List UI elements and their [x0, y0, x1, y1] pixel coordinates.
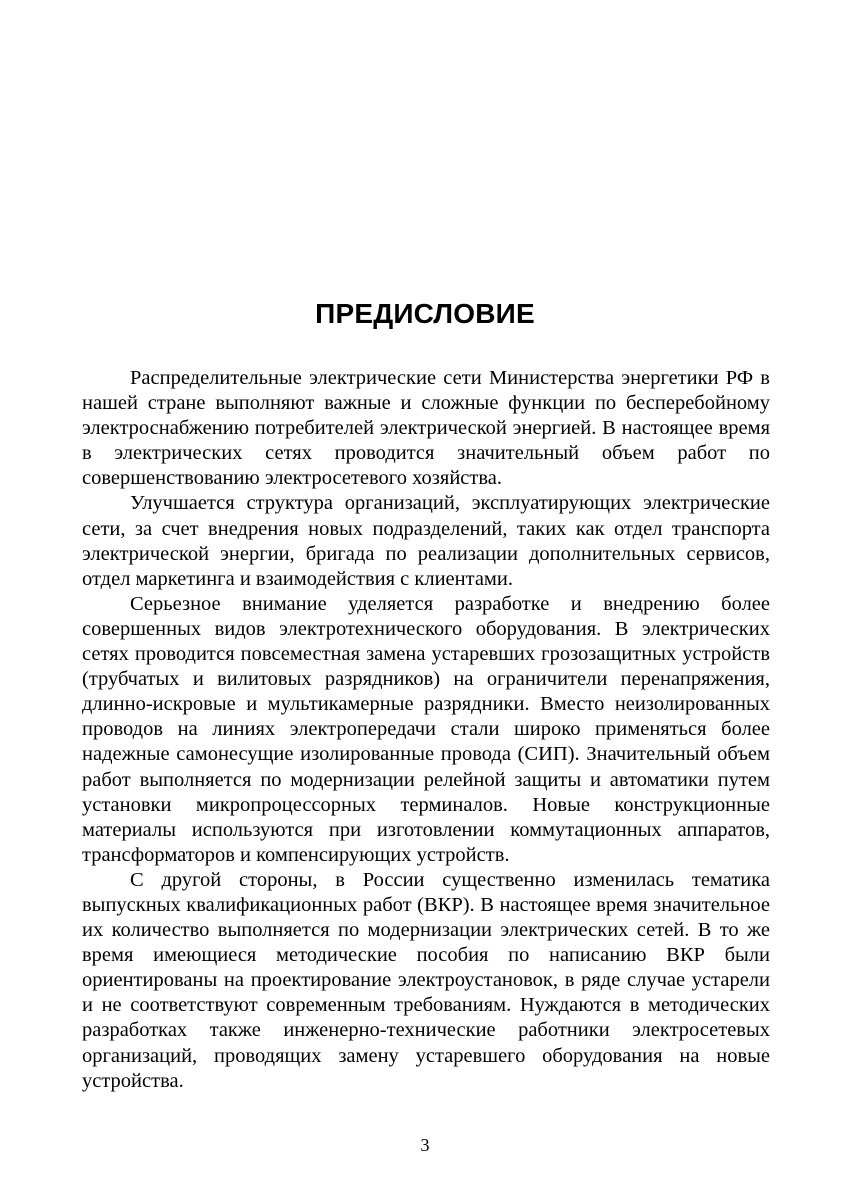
- paragraph: Серьезное внимание уделяется разработке и внедрению более совершенных видов электротехнического оборудования. В электрических сетях проводится повсеместная замена устаревших грозозащитных устройств (трубчатых и вилитовых разрядников) на ограничители перенапряжения, длинно-искровые и мультикамерные разрядники. Вместо неизолированных проводов на линиях электропередачи стали широко применяться более надежные самонесущие изолированные провода (СИП). Значительный объем работ выполняется по модернизации релейной защиты и автоматики путем установки микропроцессорных терминалов. Новые конструкционные материалы используются при изготовлении коммутационных аппаратов, трансформаторов и компенсирующих устройств.: [82, 592, 770, 866]
- page-number: 3: [420, 1135, 430, 1155]
- page-title: ПРЕДИСЛОВИЕ: [315, 298, 535, 329]
- paragraph: Улучшается структура организаций, эксплуатирующих электрические сети, за счет внедрения новых подразделений, таких как отдел транспорта электрической энергии, бригада по реализации дополнительных сервисов, отдел маркетинга и взаимодействия с клиентами.: [82, 492, 770, 590]
- paragraph: Распределительные электрические сети Министерства энергетики РФ в нашей стране выполняют важные и сложные функции по бесперебойному электроснабжению потребителей электрической энергией. В настоящее время в электрических сетях проводится значительный объем работ по совершенствованию электросетевого хозяйства.: [82, 367, 770, 490]
- body-text: [82, 366, 770, 1094]
- paragraph: С другой стороны, в России существенно изменилась тематика выпускных квалификационных работ (ВКР). В настоящее время значительное их количество выполняется по модернизации электрических сетей. В то же время имеющиеся методические пособия по написанию ВКР были ориентированы на проектирование электроустановок, в ряде случае устарели и не соответствуют современным требованиям. Нуждаются в методических разработках также инженерно-технические работники электросетевых организаций, проводящих замену устаревшего оборудования на новые устройства.: [82, 868, 770, 1092]
